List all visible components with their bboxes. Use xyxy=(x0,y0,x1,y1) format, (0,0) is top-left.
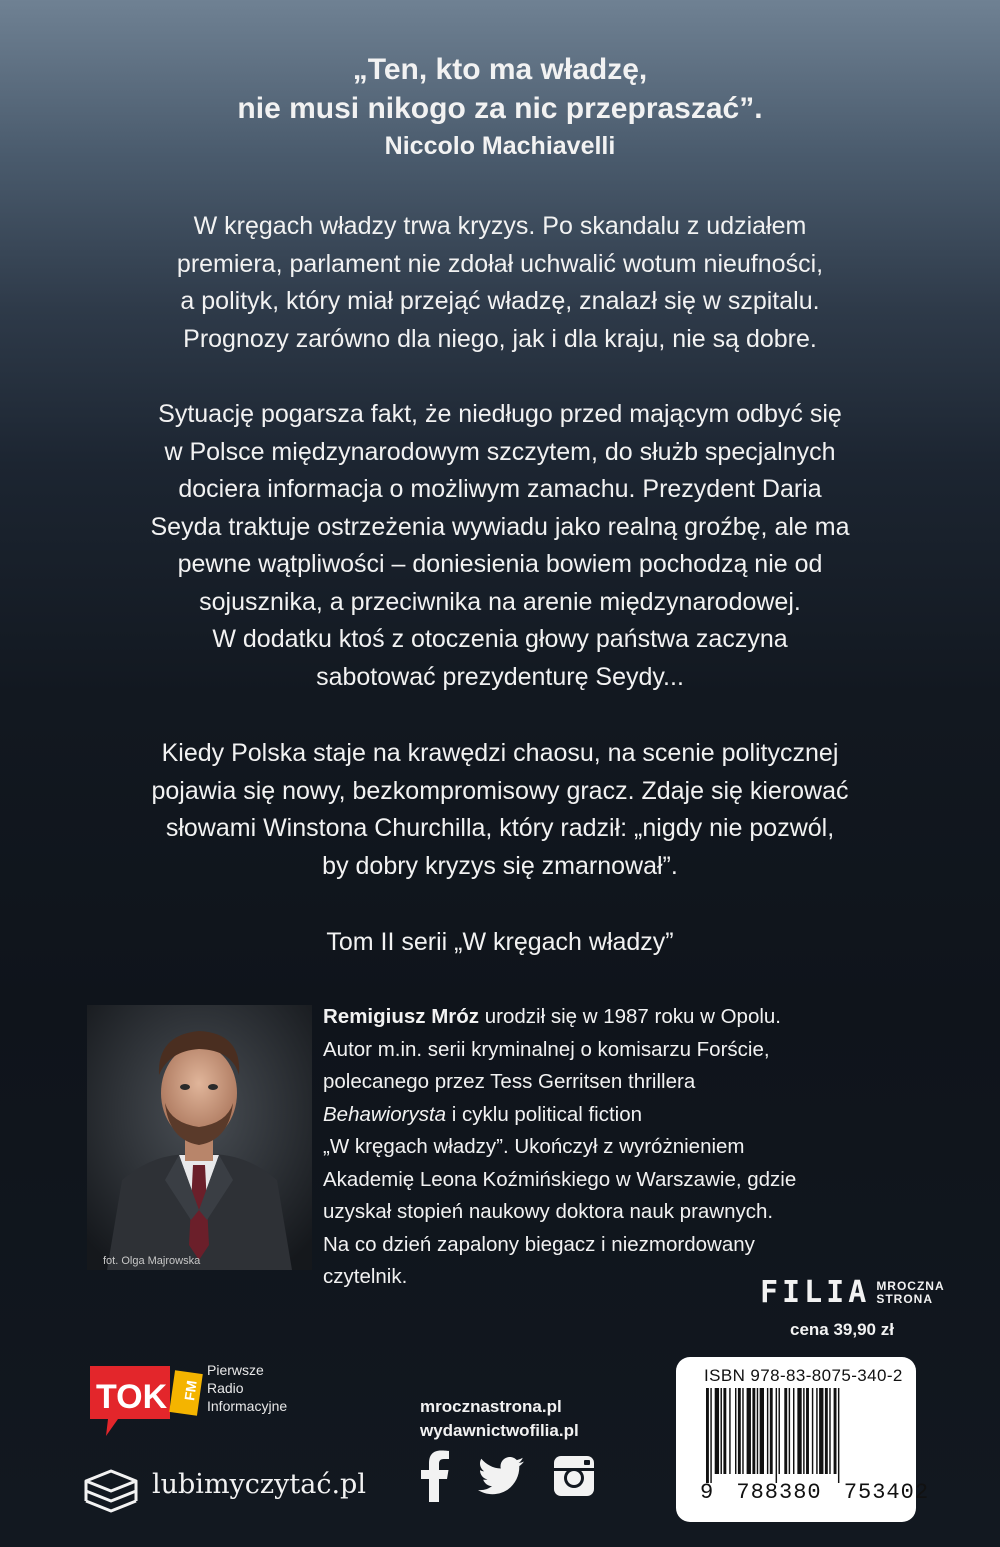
barcode-bar xyxy=(738,1388,741,1474)
social-icons xyxy=(420,1450,596,1502)
barcode-bar xyxy=(715,1388,719,1474)
blurb-line: pojawia się nowy, bezkompromisowy gracz. Zdaje się kierować xyxy=(151,776,849,805)
bio-line: Autor m.in. serii kryminalnej o komisarzu Forście, xyxy=(323,1037,770,1061)
barcode-bar xyxy=(729,1388,730,1474)
barcode-bar xyxy=(742,1388,743,1474)
websites xyxy=(420,1395,579,1443)
radio-line-3: Informacyjne xyxy=(207,1398,288,1414)
blurb-line: Seyda traktuje ostrzeżenia wywiadu jako realną groźbę, ale ma xyxy=(150,512,850,541)
imprint-name xyxy=(876,1280,944,1306)
radio-line-2: Radio xyxy=(207,1380,244,1396)
barcode-bar xyxy=(752,1388,755,1474)
photo-credit: fot. Olga Majrowska xyxy=(103,1255,201,1267)
blurb-line: słowami Winstona Churchilla, który radził: „nigdy nie pozwól, xyxy=(165,814,835,842)
barcode-bar xyxy=(806,1388,809,1474)
blurb-line: sabotować prezydenturę Seydy... xyxy=(316,662,684,691)
blurb-paragraph-1 xyxy=(60,208,940,358)
author-bio xyxy=(323,1001,796,1294)
blurb-line: dociera informacja o możliwym zamachu. Prezydent Daria xyxy=(178,475,822,503)
ean-first-digit: 9 xyxy=(700,1480,715,1505)
barcode-bar xyxy=(721,1388,722,1474)
barcode-bar xyxy=(770,1388,773,1474)
barcode-bar xyxy=(784,1388,787,1474)
barcode-bar xyxy=(797,1388,801,1474)
barcode-bar xyxy=(803,1388,804,1474)
barcode-bar xyxy=(735,1388,736,1474)
blurb-line: a polityk, który miał przejąć władzę, znalazł się w szpitalu. xyxy=(180,287,820,315)
filia-logo: FILIA xyxy=(760,1275,871,1310)
lubimy-logo xyxy=(80,1467,142,1522)
blurb-line: sojusznika, a przeciwnika na arenie międzynarodowej. xyxy=(199,587,801,616)
bio-line: polecanego przez Tess Gerritsen thrillera xyxy=(323,1070,696,1093)
barcode-bar xyxy=(829,1388,830,1474)
books-stack-icon xyxy=(80,1467,142,1517)
svg-text:FM: FM xyxy=(181,1379,200,1402)
barcode-bar xyxy=(779,1388,780,1474)
ean-group-1: 788380 xyxy=(736,1480,822,1505)
imprint-line-2: STRONA xyxy=(876,1291,933,1306)
price: cena 39,90 zł xyxy=(790,1320,894,1339)
author-name: Remigiusz Mróz xyxy=(323,1005,480,1028)
blurb-paragraph-3 xyxy=(60,735,940,885)
barcode-bar xyxy=(819,1388,823,1474)
blurb-line: Prognozy zarówno dla niego, jak i dla kraju, nie są dobre. xyxy=(183,324,817,353)
blurb-paragraph-2 xyxy=(60,396,940,696)
radio-tagline xyxy=(207,1361,287,1415)
barcode-bar xyxy=(723,1388,726,1474)
book-title: Behawiorysta xyxy=(323,1102,447,1126)
barcode-bar xyxy=(710,1388,711,1483)
barcode-bar xyxy=(767,1388,768,1474)
blurb-line: pewne wątpliwości – doniesienia bowiem pochodzą nie od xyxy=(177,550,823,578)
barcode-icon xyxy=(704,1388,894,1483)
quote-line-1: „Ten, kto ma władzę, xyxy=(352,53,648,86)
publisher-logo xyxy=(760,1275,945,1310)
blurb-line: premiera, parlament nie zdołał uchwalić wotum nieufności, xyxy=(176,249,824,278)
author-photo xyxy=(87,1005,312,1270)
facebook-icon[interactable] xyxy=(420,1450,450,1502)
imprint-line-1: MROCZNA xyxy=(876,1278,945,1293)
website-link-2[interactable]: wydawnictwofilia.pl xyxy=(420,1421,579,1440)
barcode-bar xyxy=(834,1388,837,1474)
blurb-line: W kręgach władzy trwa kryzys. Po skandalu z udziałem xyxy=(193,212,807,240)
barcode-bar xyxy=(816,1388,817,1474)
svg-text:TOK: TOK xyxy=(96,1378,168,1416)
tokfm-logo xyxy=(88,1364,203,1444)
barcode-bar xyxy=(757,1388,758,1474)
barcode-bar xyxy=(825,1388,828,1474)
twitter-icon[interactable] xyxy=(478,1457,524,1495)
bio-line: „W kręgach władzy”. Ukończył z wyróżnieniem xyxy=(323,1135,745,1158)
blurb-line: Sytuację pogarsza fakt, że niedługo przed mającym odbyć się xyxy=(158,400,842,428)
ean-number xyxy=(700,1480,929,1505)
bio-line: Na co dzień zapalony biegacz i niezmordowany xyxy=(323,1232,755,1256)
barcode-bar xyxy=(706,1388,709,1483)
quote-line-2: nie musi nikogo za nic przepraszać”. xyxy=(237,92,763,125)
series-label: Tom II serii „W kręgach władzy” xyxy=(326,928,674,956)
isbn-label: ISBN 978-83-8075-340-2 xyxy=(704,1366,903,1385)
bio-line: urodził się w 1987 roku w Opolu. xyxy=(479,1005,782,1028)
blurb-line: W dodatku ktoś z otoczenia głowy państwa zaczyna xyxy=(212,625,788,653)
bio-line: i cyklu political fiction xyxy=(446,1102,643,1126)
barcode-bar xyxy=(812,1388,813,1474)
barcode-bar xyxy=(747,1388,751,1474)
barcode-bar xyxy=(793,1388,794,1474)
barcode-bar xyxy=(760,1388,764,1474)
blurb-line: Kiedy Polska staje na krawędzi chaosu, na scenie politycznej xyxy=(161,739,839,767)
quote xyxy=(0,50,1000,128)
quote-author: Niccolo Machiavelli xyxy=(384,132,616,160)
lubimy-link[interactable]: lubimyczytać.pl xyxy=(152,1469,366,1500)
author-portrait xyxy=(87,1005,312,1270)
instagram-icon[interactable] xyxy=(552,1454,596,1498)
bio-line: Akademię Leona Koźmińskiego w Warszawie, gdzie xyxy=(323,1167,797,1191)
barcode-bar xyxy=(789,1388,790,1474)
website-link-1[interactable]: mrocznastrona.pl xyxy=(420,1397,562,1416)
barcode-bar xyxy=(776,1388,777,1483)
barcode-bar xyxy=(838,1388,839,1483)
radio-line-1: Pierwsze xyxy=(207,1362,264,1378)
blurb-line: by dobry kryzys się zmarnował”. xyxy=(322,851,678,880)
bio-line: czytelnik. xyxy=(323,1265,408,1288)
bio-line: uzyskał stopień naukowy doktora nauk prawnych. xyxy=(323,1200,774,1223)
blurb-line: w Polsce międzynarodowym szczytem, do służb specjalnych xyxy=(164,437,836,466)
tokfm-logo-icon xyxy=(88,1364,203,1439)
ean-group-2: 753402 xyxy=(843,1480,930,1505)
